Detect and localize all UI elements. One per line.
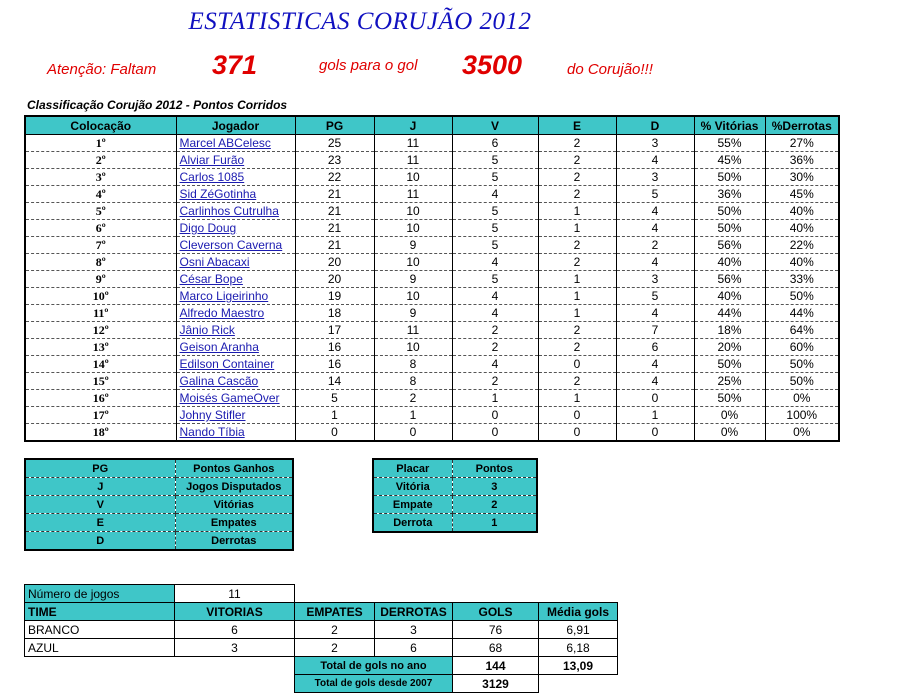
cell-losses: 4 <box>616 152 694 169</box>
abbrev-legend-value: Derrotas <box>175 532 293 551</box>
cell-draws: 1 <box>538 305 616 322</box>
points-legend <box>372 458 538 533</box>
cell-wins: 0 <box>452 424 538 442</box>
cell-losses: 5 <box>616 186 694 203</box>
cell-points: 20 <box>295 271 374 288</box>
team-stats-header: DERROTAS <box>375 603 453 621</box>
team-stat: 68 <box>453 639 539 657</box>
cell-draws: 2 <box>538 135 616 152</box>
cell-win-pct: 50% <box>694 390 765 407</box>
cell-draws: 0 <box>538 407 616 424</box>
header-player: Jogador <box>176 116 295 135</box>
cell-win-pct: 45% <box>694 152 765 169</box>
player-link[interactable]: Jânio Rick <box>176 322 295 339</box>
goals-remaining: 371 <box>212 50 258 80</box>
player-link[interactable]: Marcel ABCelesc <box>176 135 295 152</box>
cell-wins: 5 <box>452 237 538 254</box>
total-since-goals: 3129 <box>453 675 539 693</box>
points-legend-value: 3 <box>452 478 537 496</box>
cell-draws: 1 <box>538 220 616 237</box>
standings-row <box>25 339 839 356</box>
cell-losses: 4 <box>616 220 694 237</box>
standings-row <box>25 322 839 339</box>
points-legend-row <box>373 496 537 514</box>
cell-draws: 0 <box>538 356 616 373</box>
player-link[interactable]: Alviar Furão <box>176 152 295 169</box>
abbrev-legend-row <box>25 478 293 496</box>
cell-win-pct: 36% <box>694 186 765 203</box>
cell-position: 1º <box>25 135 176 152</box>
standings-row <box>25 407 839 424</box>
total-since-row <box>25 675 618 693</box>
cell-draws: 2 <box>538 237 616 254</box>
cell-position: 2º <box>25 152 176 169</box>
cell-games: 11 <box>374 152 452 169</box>
cell-points: 23 <box>295 152 374 169</box>
cell-draws: 1 <box>538 203 616 220</box>
cell-points: 25 <box>295 135 374 152</box>
team-stats-table <box>24 584 618 693</box>
standings-row <box>25 237 839 254</box>
player-link[interactable]: Osni Abacaxi <box>176 254 295 271</box>
cell-losses: 4 <box>616 254 694 271</box>
player-link[interactable]: Marco Ligeirinho <box>176 288 295 305</box>
cell-loss-pct: 0% <box>765 424 839 442</box>
abbrev-legend-value: Vitórias <box>175 496 293 514</box>
cell-wins: 4 <box>452 254 538 271</box>
cell-wins: 5 <box>452 169 538 186</box>
player-link[interactable]: Moisés GameOver <box>176 390 295 407</box>
cell-points: 1 <box>295 407 374 424</box>
player-link[interactable]: Carlos 1085 <box>176 169 295 186</box>
points-legend-key: Placar <box>373 459 452 478</box>
cell-loss-pct: 30% <box>765 169 839 186</box>
player-link[interactable]: Digo Doug <box>176 220 295 237</box>
cell-loss-pct: 40% <box>765 220 839 237</box>
player-link[interactable]: Johny Stifler <box>176 407 295 424</box>
cell-draws: 2 <box>538 322 616 339</box>
player-link[interactable]: Cleverson Caverna <box>176 237 295 254</box>
cell-position: 6º <box>25 220 176 237</box>
header-points: PG <box>295 116 374 135</box>
points-legend-value: 2 <box>452 496 537 514</box>
player-link[interactable]: Sid ZéGotinha <box>176 186 295 203</box>
points-legend-key: Vitória <box>373 478 452 496</box>
standings-row <box>25 186 839 203</box>
cell-games: 10 <box>374 339 452 356</box>
cell-loss-pct: 60% <box>765 339 839 356</box>
cell-draws: 2 <box>538 373 616 390</box>
standings-row <box>25 390 839 407</box>
abbrev-legend-row <box>25 532 293 551</box>
team-stat: 6,91 <box>539 621 618 639</box>
header-win-pct: % Vitórias <box>694 116 765 135</box>
points-legend-key: Empate <box>373 496 452 514</box>
team-row <box>25 639 618 657</box>
cell-points: 20 <box>295 254 374 271</box>
header-loss-pct: %Derrotas <box>765 116 839 135</box>
cell-wins: 4 <box>452 356 538 373</box>
cell-games: 10 <box>374 220 452 237</box>
cell-win-pct: 18% <box>694 322 765 339</box>
cell-loss-pct: 44% <box>765 305 839 322</box>
cell-win-pct: 50% <box>694 220 765 237</box>
standings-row <box>25 305 839 322</box>
cell-points: 5 <box>295 390 374 407</box>
total-year-row <box>25 657 618 675</box>
team-stats-header: TIME <box>25 603 175 621</box>
abbrev-legend-key: E <box>25 514 175 532</box>
cell-losses: 3 <box>616 135 694 152</box>
standings-table <box>24 115 840 442</box>
standings-row <box>25 203 839 220</box>
cell-games: 0 <box>374 424 452 442</box>
cell-wins: 5 <box>452 203 538 220</box>
cell-wins: 5 <box>452 271 538 288</box>
abbrev-legend-row <box>25 514 293 532</box>
standings-row <box>25 220 839 237</box>
team-stat: 76 <box>453 621 539 639</box>
cell-games: 8 <box>374 356 452 373</box>
cell-wins: 1 <box>452 390 538 407</box>
goal-prefix: Atenção: Faltam <box>47 61 157 78</box>
points-legend-row <box>373 459 537 478</box>
cell-win-pct: 40% <box>694 254 765 271</box>
cell-games: 9 <box>374 237 452 254</box>
abbrev-legend-key: V <box>25 496 175 514</box>
cell-losses: 5 <box>616 288 694 305</box>
team-stats-header: GOLS <box>453 603 539 621</box>
cell-position: 3º <box>25 169 176 186</box>
cell-wins: 4 <box>452 288 538 305</box>
cell-draws: 1 <box>538 288 616 305</box>
cell-win-pct: 40% <box>694 288 765 305</box>
team-row <box>25 621 618 639</box>
cell-games: 1 <box>374 407 452 424</box>
cell-points: 16 <box>295 356 374 373</box>
cell-win-pct: 55% <box>694 135 765 152</box>
cell-losses: 3 <box>616 169 694 186</box>
cell-losses: 0 <box>616 424 694 442</box>
cell-loss-pct: 40% <box>765 254 839 271</box>
team-stats-header-row <box>25 603 618 621</box>
cell-games: 10 <box>374 169 452 186</box>
points-legend-row <box>373 514 537 533</box>
games-count-row <box>25 585 618 603</box>
total-year-goals: 144 <box>453 657 539 675</box>
cell-points: 14 <box>295 373 374 390</box>
cell-win-pct: 56% <box>694 271 765 288</box>
cell-losses: 4 <box>616 356 694 373</box>
cell-loss-pct: 50% <box>765 288 839 305</box>
cell-games: 9 <box>374 305 452 322</box>
cell-loss-pct: 27% <box>765 135 839 152</box>
cell-wins: 2 <box>452 322 538 339</box>
standings-row <box>25 254 839 271</box>
cell-games: 10 <box>374 203 452 220</box>
header-games: J <box>374 116 452 135</box>
team-name: BRANCO <box>25 621 175 639</box>
cell-position: 4º <box>25 186 176 203</box>
cell-position: 18º <box>25 424 176 442</box>
cell-games: 11 <box>374 135 452 152</box>
standings-header-row <box>25 116 839 135</box>
points-legend-row <box>373 478 537 496</box>
standings-row <box>25 152 839 169</box>
cell-draws: 2 <box>538 339 616 356</box>
abbrev-legend-value: Pontos Ganhos <box>175 459 293 478</box>
cell-games: 11 <box>374 322 452 339</box>
team-stat: 6,18 <box>539 639 618 657</box>
standings-row <box>25 373 839 390</box>
team-name: AZUL <box>25 639 175 657</box>
cell-wins: 2 <box>452 373 538 390</box>
cell-draws: 2 <box>538 186 616 203</box>
goal-target: 3500 <box>462 50 523 80</box>
standings-row <box>25 356 839 373</box>
cell-position: 7º <box>25 237 176 254</box>
cell-loss-pct: 64% <box>765 322 839 339</box>
cell-points: 21 <box>295 220 374 237</box>
team-stat: 3 <box>375 621 453 639</box>
goal-suffix: do Corujão!!! <box>567 61 653 78</box>
cell-position: 13º <box>25 339 176 356</box>
standings-row <box>25 288 839 305</box>
cell-losses: 4 <box>616 373 694 390</box>
team-stats-header: Média gols <box>539 603 618 621</box>
cell-points: 16 <box>295 339 374 356</box>
cell-position: 12º <box>25 322 176 339</box>
cell-position: 5º <box>25 203 176 220</box>
abbrev-legend-key: D <box>25 532 175 551</box>
cell-games: 8 <box>374 373 452 390</box>
cell-win-pct: 44% <box>694 305 765 322</box>
cell-win-pct: 25% <box>694 373 765 390</box>
cell-position: 17º <box>25 407 176 424</box>
abbrev-legend-key: J <box>25 478 175 496</box>
cell-draws: 0 <box>538 424 616 442</box>
cell-wins: 4 <box>452 305 538 322</box>
cell-losses: 7 <box>616 322 694 339</box>
cell-loss-pct: 36% <box>765 152 839 169</box>
team-stat: 2 <box>295 639 375 657</box>
cell-draws: 1 <box>538 390 616 407</box>
abbrev-legend-row <box>25 459 293 478</box>
cell-losses: 2 <box>616 237 694 254</box>
cell-points: 21 <box>295 186 374 203</box>
cell-points: 22 <box>295 169 374 186</box>
header-position: Colocação <box>25 116 176 135</box>
player-link[interactable]: Geison Aranha <box>176 339 295 356</box>
abbrev-legend-value: Jogos Disputados <box>175 478 293 496</box>
cell-draws: 1 <box>538 271 616 288</box>
standings-row <box>25 271 839 288</box>
cell-wins: 6 <box>452 135 538 152</box>
cell-points: 0 <box>295 424 374 442</box>
games-count-value: 11 <box>175 585 295 603</box>
cell-loss-pct: 0% <box>765 390 839 407</box>
cell-win-pct: 56% <box>694 237 765 254</box>
player-link[interactable]: Nando Tíbia <box>176 424 295 442</box>
points-legend-value: 1 <box>452 514 537 533</box>
standings-row <box>25 424 839 442</box>
header-losses: D <box>616 116 694 135</box>
cell-win-pct: 50% <box>694 169 765 186</box>
cell-win-pct: 0% <box>694 407 765 424</box>
cell-points: 21 <box>295 203 374 220</box>
abbreviation-legend <box>24 458 294 551</box>
team-stats-header: VITORIAS <box>175 603 295 621</box>
points-legend-value: Pontos <box>452 459 537 478</box>
cell-position: 10º <box>25 288 176 305</box>
cell-loss-pct: 22% <box>765 237 839 254</box>
classification-title: Classificação Corujão 2012 - Pontos Corridos <box>27 98 288 112</box>
cell-wins: 2 <box>452 339 538 356</box>
cell-draws: 2 <box>538 169 616 186</box>
cell-points: 19 <box>295 288 374 305</box>
cell-games: 10 <box>374 288 452 305</box>
team-stat: 6 <box>175 621 295 639</box>
team-stat: 2 <box>295 621 375 639</box>
cell-loss-pct: 100% <box>765 407 839 424</box>
cell-loss-pct: 50% <box>765 356 839 373</box>
cell-loss-pct: 50% <box>765 373 839 390</box>
goal-middle-text: gols para o gol <box>319 57 418 74</box>
player-link[interactable]: Alfredo Maestro <box>176 305 295 322</box>
player-link[interactable]: Edilson Container <box>176 356 295 373</box>
games-count-label: Número de jogos <box>25 585 175 603</box>
cell-loss-pct: 33% <box>765 271 839 288</box>
cell-games: 2 <box>374 390 452 407</box>
cell-win-pct: 50% <box>694 356 765 373</box>
cell-wins: 5 <box>452 152 538 169</box>
cell-losses: 4 <box>616 305 694 322</box>
cell-games: 9 <box>374 271 452 288</box>
cell-losses: 0 <box>616 390 694 407</box>
player-link[interactable]: Carlinhos Cutrulha <box>176 203 295 220</box>
cell-position: 9º <box>25 271 176 288</box>
team-stat: 3 <box>175 639 295 657</box>
cell-draws: 2 <box>538 254 616 271</box>
total-year-average: 13,09 <box>539 657 618 675</box>
cell-losses: 3 <box>616 271 694 288</box>
standings-row <box>25 135 839 152</box>
cell-draws: 2 <box>538 152 616 169</box>
cell-games: 11 <box>374 186 452 203</box>
cell-win-pct: 0% <box>694 424 765 442</box>
abbrev-legend-key: PG <box>25 459 175 478</box>
cell-win-pct: 20% <box>694 339 765 356</box>
cell-loss-pct: 45% <box>765 186 839 203</box>
player-link[interactable]: César Bope <box>176 271 295 288</box>
header-draws: E <box>538 116 616 135</box>
team-stats-header: EMPATES <box>295 603 375 621</box>
total-year-label: Total de gols no ano <box>295 657 453 675</box>
cell-points: 17 <box>295 322 374 339</box>
cell-losses: 1 <box>616 407 694 424</box>
abbrev-legend-value: Empates <box>175 514 293 532</box>
cell-wins: 5 <box>452 220 538 237</box>
standings-row <box>25 169 839 186</box>
cell-wins: 0 <box>452 407 538 424</box>
points-legend-key: Derrota <box>373 514 452 533</box>
cell-position: 8º <box>25 254 176 271</box>
cell-points: 18 <box>295 305 374 322</box>
cell-position: 15º <box>25 373 176 390</box>
cell-position: 16º <box>25 390 176 407</box>
cell-position: 14º <box>25 356 176 373</box>
cell-games: 10 <box>374 254 452 271</box>
page-title: ESTATISTICAS CORUJÃO 2012 <box>188 8 532 35</box>
team-stat: 6 <box>375 639 453 657</box>
abbrev-legend-row <box>25 496 293 514</box>
cell-losses: 4 <box>616 203 694 220</box>
cell-win-pct: 50% <box>694 203 765 220</box>
cell-loss-pct: 40% <box>765 203 839 220</box>
player-link[interactable]: Galina Cascão <box>176 373 295 390</box>
total-since-label: Total de gols desde 2007 <box>295 675 453 693</box>
cell-points: 21 <box>295 237 374 254</box>
cell-position: 11º <box>25 305 176 322</box>
header-wins: V <box>452 116 538 135</box>
cell-losses: 6 <box>616 339 694 356</box>
cell-wins: 4 <box>452 186 538 203</box>
